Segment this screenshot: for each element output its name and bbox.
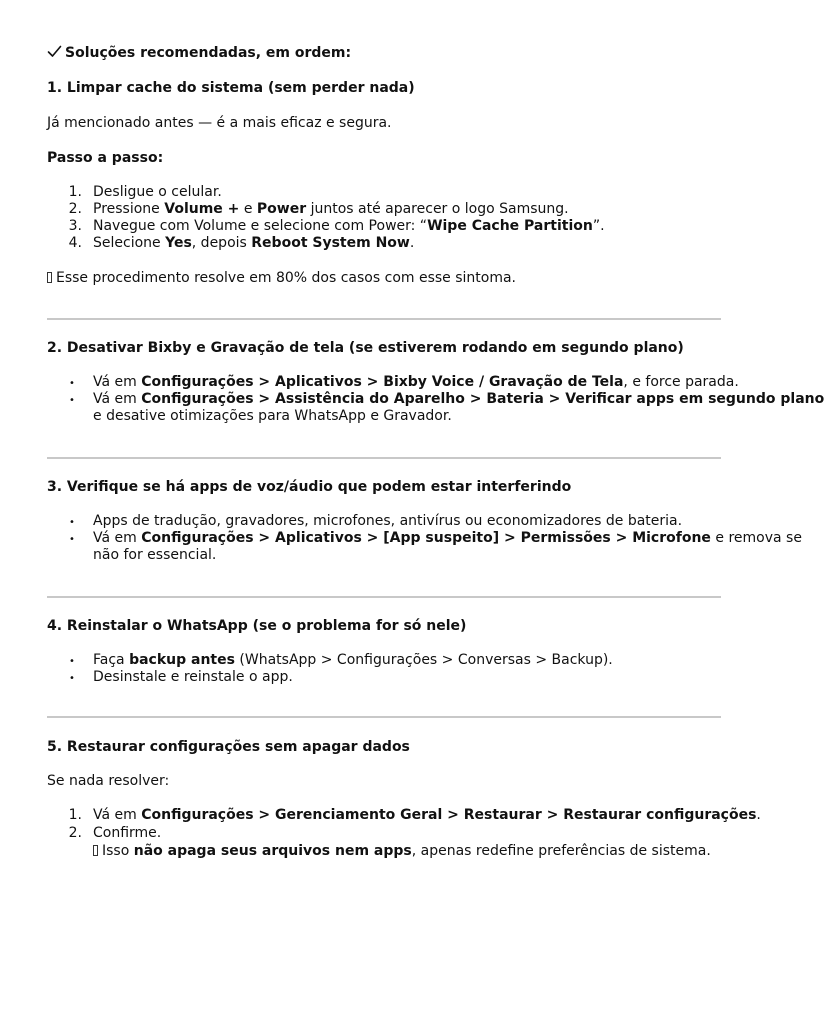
section-3-heading: 3. Verifique se há apps de voz/áudio que podem estar interferindo	[47, 479, 572, 495]
list-item: Selecione Yes, depois Reboot System Now.	[93, 235, 415, 251]
bullet-icon: •	[69, 656, 75, 667]
list-item: Apps de tradução, gravadores, microfones, antivírus ou economizadores de bateria.	[93, 513, 683, 529]
check-mark-icon	[47, 45, 62, 58]
bullet-icon: •	[69, 517, 75, 528]
list-item: Confirme.	[93, 825, 162, 841]
list-item: Vá em Configurações > Gerenciamento Geral > Restaurar > Restaurar configurações.	[93, 807, 761, 823]
list-item: Vá em Configurações > Aplicativos > Bixby Voice / Gravação de Tela, e force parada.	[93, 374, 739, 390]
section-5-note: Isso não apaga seus arquivos nem apps, apenas redefine preferências de sistema.	[93, 843, 711, 860]
step-number: 2.	[68, 201, 82, 217]
list-item: Navegue com Volume e selecione com Power: “Wipe Cache Partition”.	[93, 218, 605, 234]
list-item-continuation: e desative otimizações para WhatsApp e Gravador.	[93, 408, 452, 424]
section-5-heading: 5. Restaurar configurações sem apagar dados	[47, 739, 410, 755]
section-2-heading: 2. Desativar Bixby e Gravação de tela (se estiverem rodando em segundo plano)	[47, 340, 684, 356]
section-1-note: Esse procedimento resolve em 80% dos casos com esse sintoma.	[47, 270, 516, 287]
step-number: 1.	[68, 184, 82, 200]
divider	[47, 457, 721, 459]
section-1-intro: Já mencionado antes — é a mais eficaz e segura.	[47, 115, 392, 131]
step-number: 4.	[68, 235, 82, 251]
bullet-icon: •	[69, 534, 75, 545]
list-item: Vá em Configurações > Assistência do Aparelho > Bateria > Verificar apps em segundo plano	[93, 391, 824, 407]
bullet-icon: •	[69, 395, 75, 406]
bullet-icon: •	[69, 378, 75, 389]
section-4-heading: 4. Reinstalar o WhatsApp (se o problema for só nele)	[47, 618, 467, 634]
document-title	[47, 45, 351, 62]
list-item: Vá em Configurações > Aplicativos > [App suspeito] > Permissões > Microfone e remova se	[93, 530, 802, 546]
bullet-icon: •	[69, 673, 75, 684]
missing-glyph-icon	[47, 272, 52, 283]
step-number: 3.	[68, 218, 82, 234]
divider	[47, 318, 721, 320]
missing-glyph-icon	[93, 845, 98, 856]
divider	[47, 596, 721, 598]
section-1-heading: 1. Limpar cache do sistema (sem perder nada)	[47, 80, 415, 96]
document-title-text: Soluções recomendadas, em ordem:	[65, 45, 352, 61]
divider	[47, 716, 721, 718]
step-number: 1.	[68, 807, 82, 823]
list-item: Pressione Volume + e Power juntos até aparecer o logo Samsung.	[93, 201, 569, 217]
step-number: 2.	[68, 825, 82, 841]
list-item: Desligue o celular.	[93, 184, 222, 200]
list-item-continuation: não for essencial.	[93, 547, 217, 563]
list-item: Desinstale e reinstale o app.	[93, 669, 293, 685]
section-5-intro: Se nada resolver:	[47, 773, 170, 789]
list-item: Faça backup antes (WhatsApp > Configurações > Conversas > Backup).	[93, 652, 613, 668]
section-1-subheading: Passo a passo:	[47, 150, 164, 166]
